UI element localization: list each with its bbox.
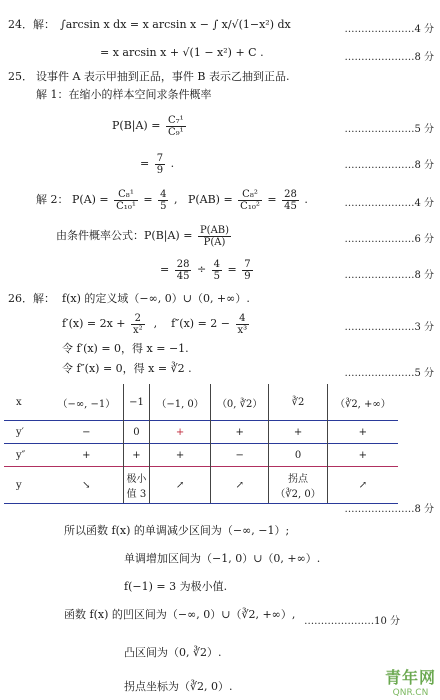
q25-pa: P(A) =: [72, 193, 109, 206]
table-cell: （0, ∛2）: [211, 384, 269, 421]
q25-cond-text: 由条件概率公式：P(B|A) =: [56, 229, 193, 242]
q26-fprime: f′(x) = 2x +: [62, 317, 126, 330]
q26-label: 26．解：: [8, 292, 55, 305]
q26-frac-4-x3: [236, 313, 250, 336]
q25-c10-1: C₁₀¹: [116, 200, 136, 212]
table-cell: −1: [123, 384, 149, 421]
q25-d5: 5: [160, 200, 167, 212]
table-cell: （−∞, −1）: [57, 398, 116, 410]
table-cell: ↗: [327, 467, 398, 504]
table-row-x: [4, 384, 398, 421]
table-cell: ↘: [50, 467, 123, 504]
q26-score10: …………………10 分: [304, 616, 400, 627]
q25-label: 25．: [8, 70, 33, 83]
q25-dot2: .: [304, 193, 308, 206]
q25-d45: 45: [284, 200, 297, 212]
q25-d5b: 5: [213, 270, 221, 282]
q26-conclusion5: 凸区间为（0, ∛2）.: [124, 646, 222, 659]
q25-score4b: …………………4 分: [344, 198, 434, 209]
q25-c8-1: C₈¹: [114, 189, 138, 201]
q25-sol2-line: [36, 186, 308, 214]
watermark-logo: [385, 665, 436, 698]
q26-conclusion3: f(−1) = 3 为极小值.: [124, 580, 228, 593]
q25-c10-2: C₁₀²: [240, 200, 260, 212]
q25-frac-c8-c10: [114, 189, 138, 212]
q25-div: ÷: [196, 263, 207, 276]
table-cell-inflection: [269, 467, 327, 504]
table-cell: y′: [4, 421, 50, 444]
q25-eq45: =: [143, 193, 153, 206]
q25-n4: 4: [160, 188, 167, 200]
table-cell: ∛2: [269, 384, 327, 421]
q25-pa-den: P(A): [203, 236, 226, 248]
q25-frac-28-45b: [175, 259, 192, 282]
q26-score3: …………………3 分: [344, 322, 434, 333]
table-cell: +: [50, 444, 123, 467]
table-row-ydoubleprime: [4, 444, 398, 467]
q25-frac-28-45: [282, 189, 299, 212]
q25-eq-final2: =: [227, 263, 237, 276]
table-cell: +: [269, 421, 327, 444]
q25-c7: C₇¹: [167, 114, 184, 126]
table-cell: −: [50, 421, 123, 444]
q25-n4b: 4: [213, 258, 221, 270]
watermark-text: 青年网: [384, 668, 436, 687]
q25-n7b: 7: [244, 258, 251, 270]
q25-d45b: 45: [176, 270, 190, 282]
q25-frac-c7-c9: [166, 115, 186, 138]
q25-comma: ,: [173, 193, 178, 206]
q25-d9: 9: [156, 164, 164, 176]
table-cell: y: [4, 467, 50, 504]
q25-n7: 7: [156, 152, 164, 164]
q25-pba-line: [112, 112, 188, 140]
q25-frac-pab-pa: [198, 225, 231, 248]
table-cell: x: [16, 396, 22, 408]
q26-x2: x²: [132, 324, 143, 336]
q25-d9b: 9: [244, 270, 251, 282]
table-cell: +: [150, 421, 211, 444]
table-cell: +: [123, 444, 149, 467]
q26-conclusion1: 所以函数 f(x) 的单调减少区间为（−∞, −1）;: [64, 524, 290, 537]
q25-frac-c8-2: [238, 189, 262, 212]
q25-sol2-label: 解 2：: [36, 193, 69, 206]
q25-n28: 28: [284, 188, 297, 200]
q25-score8b: …………………8 分: [344, 270, 434, 281]
q24-score1: …………………4 分: [344, 24, 434, 35]
min-line2: 值 3: [126, 489, 147, 500]
q25-n28b: 28: [176, 258, 190, 270]
q26-fpp: f″(x) = 2 −: [171, 317, 231, 330]
q26-score5: …………………5 分: [344, 368, 434, 379]
table-cell: y″: [4, 444, 50, 467]
table-cell: +: [150, 444, 211, 467]
q25-pba: P(B|A) =: [112, 119, 161, 132]
q25-score8a: …………………8 分: [344, 160, 434, 171]
infl-line1: 拐点: [288, 474, 309, 485]
table-cell: ↗: [150, 467, 211, 504]
table-cell: +: [327, 421, 398, 444]
q25-eq2845: =: [267, 193, 277, 206]
q25-c9: C₉¹: [167, 126, 184, 138]
q25-frac-7-9: [155, 153, 165, 176]
q26-x3: x³: [237, 324, 248, 336]
q26-conclusion6: 拐点坐标为（∛2, 0）.: [124, 680, 233, 693]
q25-final-line: [160, 256, 255, 284]
watermark-url: QNR.CN: [392, 688, 429, 698]
q26-score8: …………………8 分: [344, 504, 434, 515]
q26-derivs: f′(x) = 2x + $\frac{2}{\text{x²}}$ , f″(x) = 2 − $\frac{4}{\text{x³}}$: [62, 312, 248, 336]
variation-table: [4, 384, 398, 504]
q26-frac-2-x2: [131, 313, 145, 336]
q25-pab: P(AB) =: [187, 193, 233, 206]
q26-crit1: 令 f′(x) = 0，得 x = −1.: [62, 342, 189, 355]
table-row-y: [4, 467, 398, 504]
table-row-yprime: [4, 421, 398, 444]
q26-two: 2: [131, 313, 145, 325]
table-cell: −: [211, 444, 269, 467]
table-cell: （∛2, +∞）: [327, 384, 398, 421]
q26-domain: f(x) 的定义域（−∞, 0）∪（0, +∞）.: [62, 292, 250, 305]
q25-frac-4-5: [158, 189, 168, 212]
q25-frac-4-5b: [212, 259, 222, 282]
q26-conclusion4: 函数 f(x) 的凹区间为（−∞, 0）∪（∛2, +∞）,: [64, 608, 296, 621]
q25-dot1: .: [170, 157, 175, 170]
table-cell: 0: [123, 421, 149, 444]
min-line1: 极小: [126, 474, 147, 485]
q25-frac-7-9b: [242, 259, 252, 282]
q25-sol1-title: 解 1：在缩小的样本空间求条件概率: [36, 88, 212, 101]
q25-intro: 设事件 A 表示甲抽到正品，事件 B 表示乙抽到正品.: [36, 70, 290, 83]
q25-cond-line: [56, 222, 233, 250]
q26-conclusion2: 单调增加区间为（−1, 0）∪（0, +∞）.: [124, 552, 321, 565]
q25-eq-final: =: [160, 263, 170, 276]
q26-crit2: 令 f″(x) = 0，得 x = ∛2 .: [62, 362, 192, 375]
q24-score2: …………………8 分: [344, 52, 434, 63]
table-cell: （−1, 0）: [150, 384, 211, 421]
q25-c8-2: C₈²: [238, 189, 262, 201]
table-cell: ↗: [211, 467, 269, 504]
q25-score6b: …………………6 分: [344, 234, 434, 245]
q24-label: 24．解：: [8, 18, 55, 31]
infl-line2: （∛2, 0）: [275, 489, 321, 500]
table-cell: +: [327, 444, 398, 467]
table-cell: +: [211, 421, 269, 444]
q25-eq-sign: =: [140, 157, 150, 170]
q24-line1: ∫arcsin x dx = x arcsin x − ∫ x/√(1−x²) dx: [60, 18, 291, 31]
q26-four: 4: [236, 313, 250, 325]
q25-pab-num: P(AB): [199, 224, 230, 236]
q24-line2: = x arcsin x + √(1 − x²) + C .: [100, 46, 264, 59]
q25-score5a: …………………5 分: [344, 124, 434, 135]
q25-eq79-line: [140, 150, 174, 178]
table-cell: 0: [269, 444, 327, 467]
table-cell-minimum: [123, 467, 149, 504]
